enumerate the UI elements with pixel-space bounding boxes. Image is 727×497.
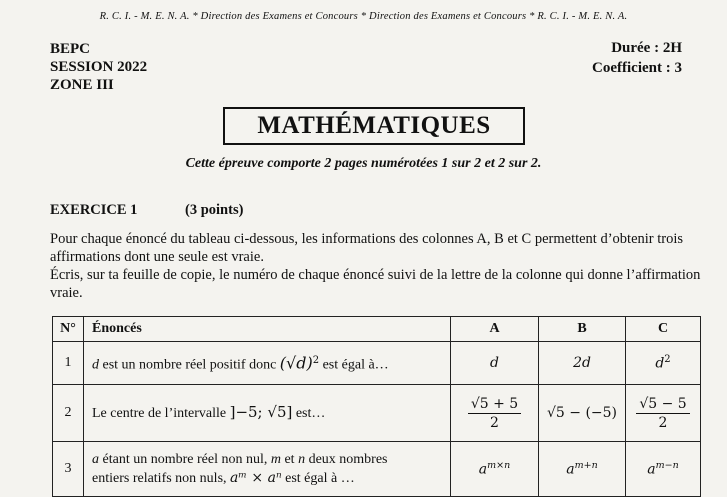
row-statement [84, 442, 451, 497]
answer-b [539, 442, 626, 497]
statement-variable: d [92, 357, 99, 373]
statement-text: Le centre de l’intervalle [92, 406, 230, 421]
statement-var-m: m [270, 451, 281, 467]
fraction [468, 396, 521, 431]
exercise-instruction-1: Pour chaque énoncé du tableau ci-dessous, les informations des colonnes A, B et C permettent d’obtenir trois affirmations dont une seule est vraie. [50, 231, 684, 265]
answer-a [451, 442, 539, 497]
statement-text: et [280, 451, 299, 467]
exercise-points: (3 points) [185, 202, 244, 218]
row-statement [84, 342, 451, 385]
answer-a: d [451, 342, 539, 385]
answer-a-exponent: m×n [487, 460, 511, 472]
table-row [53, 342, 701, 385]
answer-c-base: d [655, 355, 665, 372]
statement-end: est égal à… [319, 357, 389, 373]
table-row [53, 442, 701, 497]
statement-interval: ]−5; √5] [229, 403, 293, 421]
statement-text: est un nombre réel positif donc [99, 357, 280, 373]
exercise-title: EXERCICE 1 [50, 202, 138, 218]
statement-var-a: a [92, 451, 99, 467]
exam-zone: ZONE III [50, 77, 114, 93]
row-number: 2 [53, 385, 84, 442]
statement-exponent: 2 [312, 354, 320, 366]
exam-coefficient: Coefficient : 3 [592, 60, 682, 76]
subject-title: MATHÉMATIQUES [257, 112, 491, 139]
row-number: 3 [53, 442, 84, 497]
fraction-numerator: √5 + 5 [468, 396, 521, 414]
header-statements: Énoncés [84, 317, 451, 342]
fraction-denominator: 2 [658, 414, 668, 431]
table-header-row [53, 317, 701, 342]
answer-c [626, 385, 701, 442]
statement-end: est égal à … [281, 470, 355, 486]
statement-line-1 [92, 451, 450, 469]
header-col-b: B [539, 317, 626, 342]
statement-text: deux nombres [305, 451, 388, 467]
statement-text: étant un nombre réel non nul, [99, 451, 271, 467]
answer-c [626, 342, 701, 385]
answer-a [451, 385, 539, 442]
answer-c-exponent: 2 [664, 354, 671, 366]
answer-b-base: a [566, 461, 575, 478]
fraction-denominator: 2 [490, 414, 499, 431]
exam-name: BEPC [50, 41, 91, 57]
statement-var-n: n [298, 451, 306, 467]
fraction [636, 396, 689, 431]
statement-line-2 [92, 469, 450, 488]
exam-meta-left [50, 40, 147, 94]
document-header-line: R. C. I. - M. E. N. A. * Direction des Examens et Concours * Direction des Examens et Concours * R. C. I. - M. E. N. A. [99, 11, 628, 22]
answer-c-base: a [647, 461, 656, 478]
header-col-a: A [451, 317, 539, 342]
statement-sqrt-expression: (√d) [279, 353, 313, 373]
statement-end: est… [292, 406, 326, 421]
answer-a-base: a [478, 461, 488, 478]
table-row [53, 385, 701, 442]
answer-b: √5 − (−5) [539, 385, 626, 442]
exam-duration: Durée : 2H [611, 40, 682, 56]
answer-c [626, 442, 701, 497]
answer-b-exponent: m+n [574, 460, 598, 472]
header-col-c: C [626, 317, 701, 342]
header-number: N° [53, 317, 84, 342]
row-number: 1 [53, 342, 84, 385]
exam-meta-right [592, 38, 682, 78]
statement-text: entiers relatifs non nuls, [92, 470, 231, 486]
exercise-instruction-2: Écris, sur ta feuille de copie, le numéro de chaque énoncé suivi de la lettre de la colonne qui donne l’affirmation vraie. [50, 267, 701, 301]
answer-table [52, 316, 701, 497]
page-count-note: Cette épreuve comporte 2 pages numérotées 1 sur 2 et 2 sur 2. [185, 156, 542, 171]
statement-power-product: aᵐ × aⁿ [230, 469, 282, 486]
answer-b: 2d [539, 342, 626, 385]
fraction-numerator: √5 − 5 [636, 396, 689, 414]
exam-session: SESSION 2022 [50, 59, 148, 75]
subject-title-box [223, 107, 525, 145]
row-statement [84, 385, 451, 442]
answer-c-exponent: m−n [655, 460, 679, 472]
